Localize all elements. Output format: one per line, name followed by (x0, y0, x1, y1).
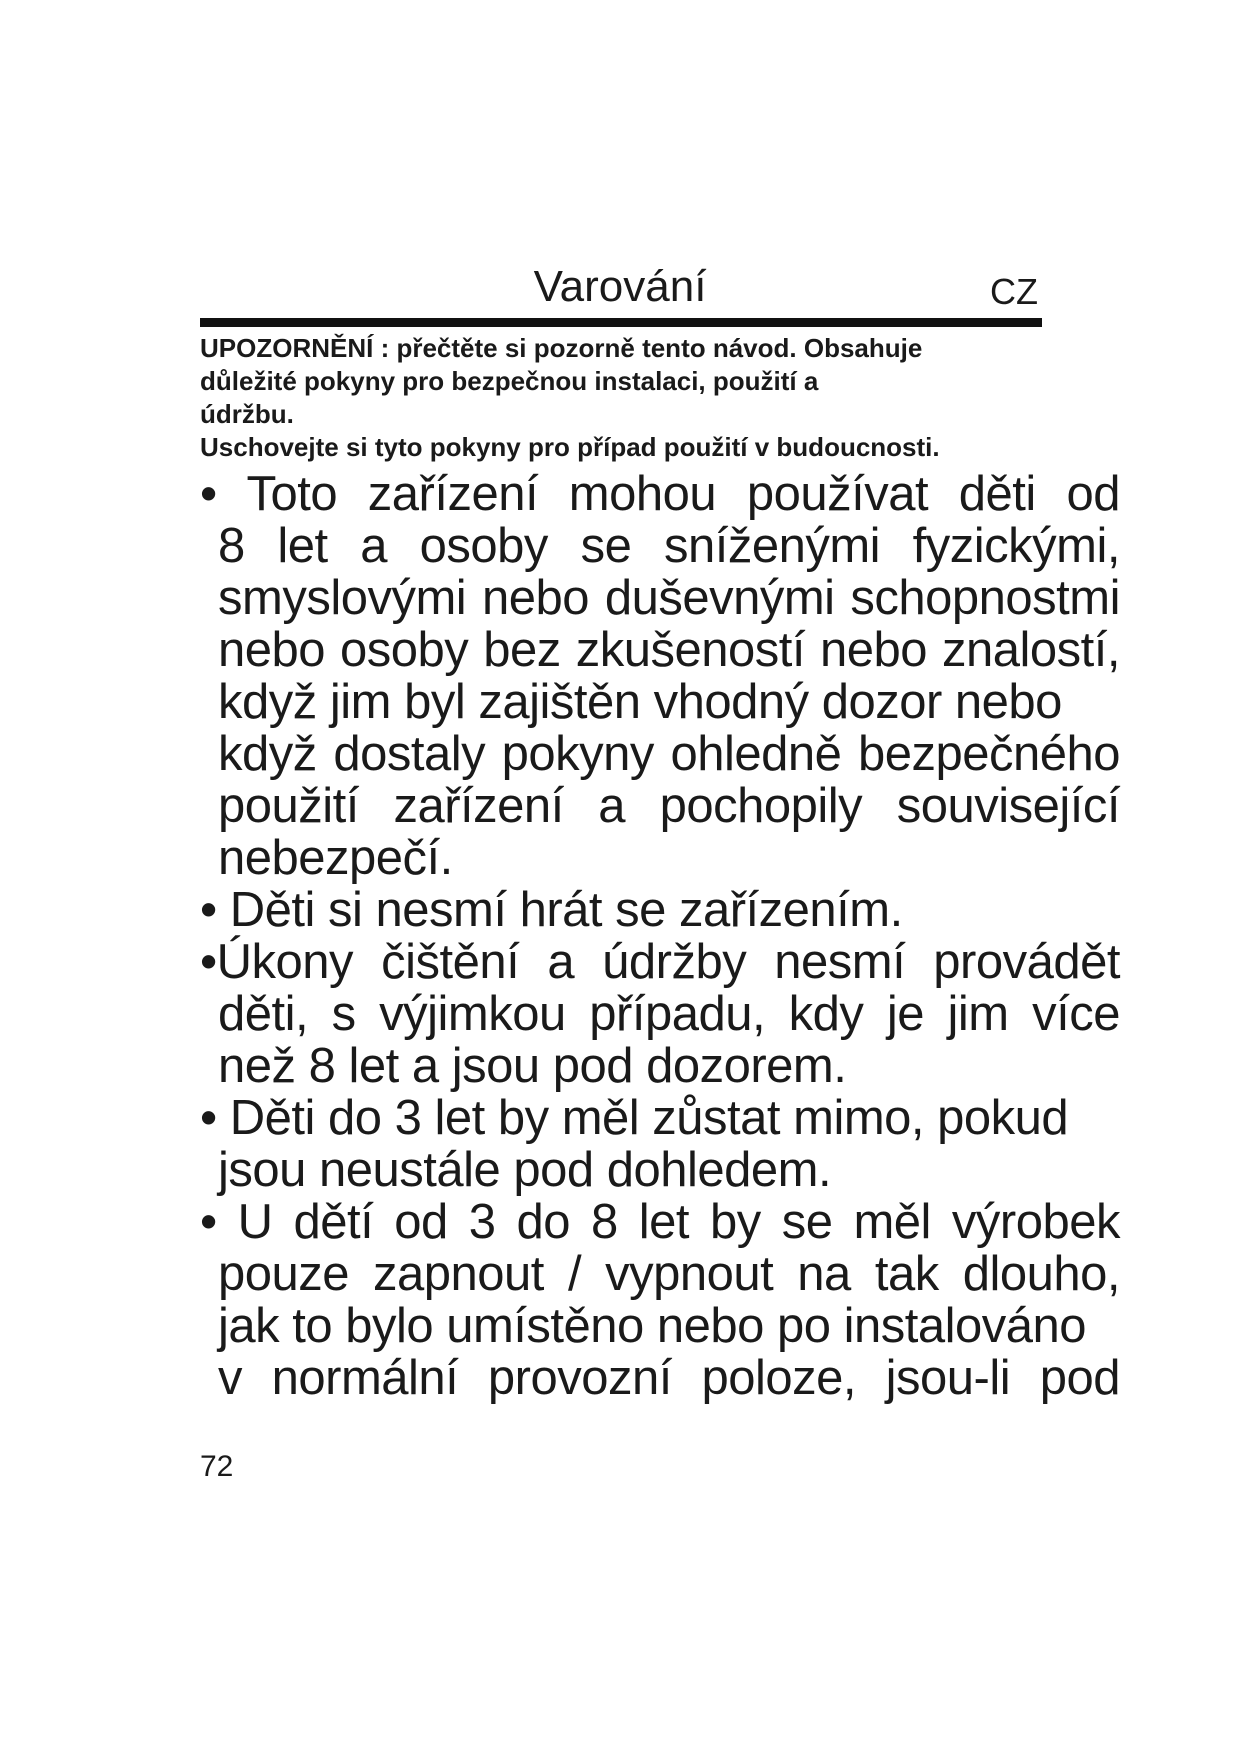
warning-notice (200, 332, 1050, 464)
bullet-item-3-to-8 (200, 1196, 1120, 1404)
bullet-line: nebo osoby bez zkušeností nebo znalostí, (218, 623, 1120, 677)
warning-line: údržbu. (200, 399, 294, 429)
bullet-item-no-play (200, 884, 1120, 936)
bullet-line: smyslovými nebo duševnými schopnostmi (218, 571, 1120, 625)
header-divider (200, 318, 1042, 327)
bullet-line: • Toto zařízení mohou používat děti od (200, 467, 1120, 521)
bullet-line: nebezpečí. (218, 831, 453, 885)
bullet-line: děti, s výjimkou případu, kdy je jim více (218, 987, 1120, 1041)
bullet-line: •Úkony čištění a údržby nesmí provádět (200, 935, 1120, 989)
page-number: 72 (200, 1450, 234, 1483)
bullet-line: v normální provozní poloze, jsou-li pod (218, 1351, 1120, 1405)
bullet-line: • Děti do 3 let by měl zůstat mimo, pokud (200, 1091, 1069, 1145)
safety-bullet-list (200, 468, 1120, 1404)
language-code: CZ (990, 271, 1038, 312)
bullet-line: když dostaly pokyny ohledně bezpečného (218, 727, 1120, 781)
warning-line: Uschovejte si tyto pokyny pro případ použití v budoucnosti. (200, 432, 940, 462)
page-title: Varování (533, 262, 707, 311)
bullet-item-children-8-years (200, 468, 1120, 884)
bullet-item-cleaning (200, 936, 1120, 1092)
bullet-line: pouze zapnout / vypnout na tak dlouho, (218, 1247, 1120, 1301)
bullet-line: než 8 let a jsou pod dozorem. (218, 1039, 847, 1093)
bullet-line: když jim byl zajištěn vhodný dozor nebo (218, 675, 1062, 729)
bullet-line: 8 let a osoby se sníženými fyzickými, (218, 519, 1120, 573)
bullet-item-under-3 (200, 1092, 1120, 1196)
bullet-line: použití zařízení a pochopily související (218, 779, 1120, 833)
warning-line: UPOZORNĚNÍ : přečtěte si pozorně tento návod. Obsahuje (200, 333, 923, 363)
bullet-line: jsou neustále pod dohledem. (218, 1143, 832, 1197)
bullet-line: • Děti si nesmí hrát se zařízením. (200, 883, 903, 937)
warning-line: důležité pokyny pro bezpečnou instalaci, použití a (200, 366, 819, 396)
bullet-line: jak to bylo umístěno nebo po instalováno (218, 1299, 1087, 1353)
bullet-line: • U dětí od 3 do 8 let by se měl výrobek (200, 1195, 1120, 1249)
